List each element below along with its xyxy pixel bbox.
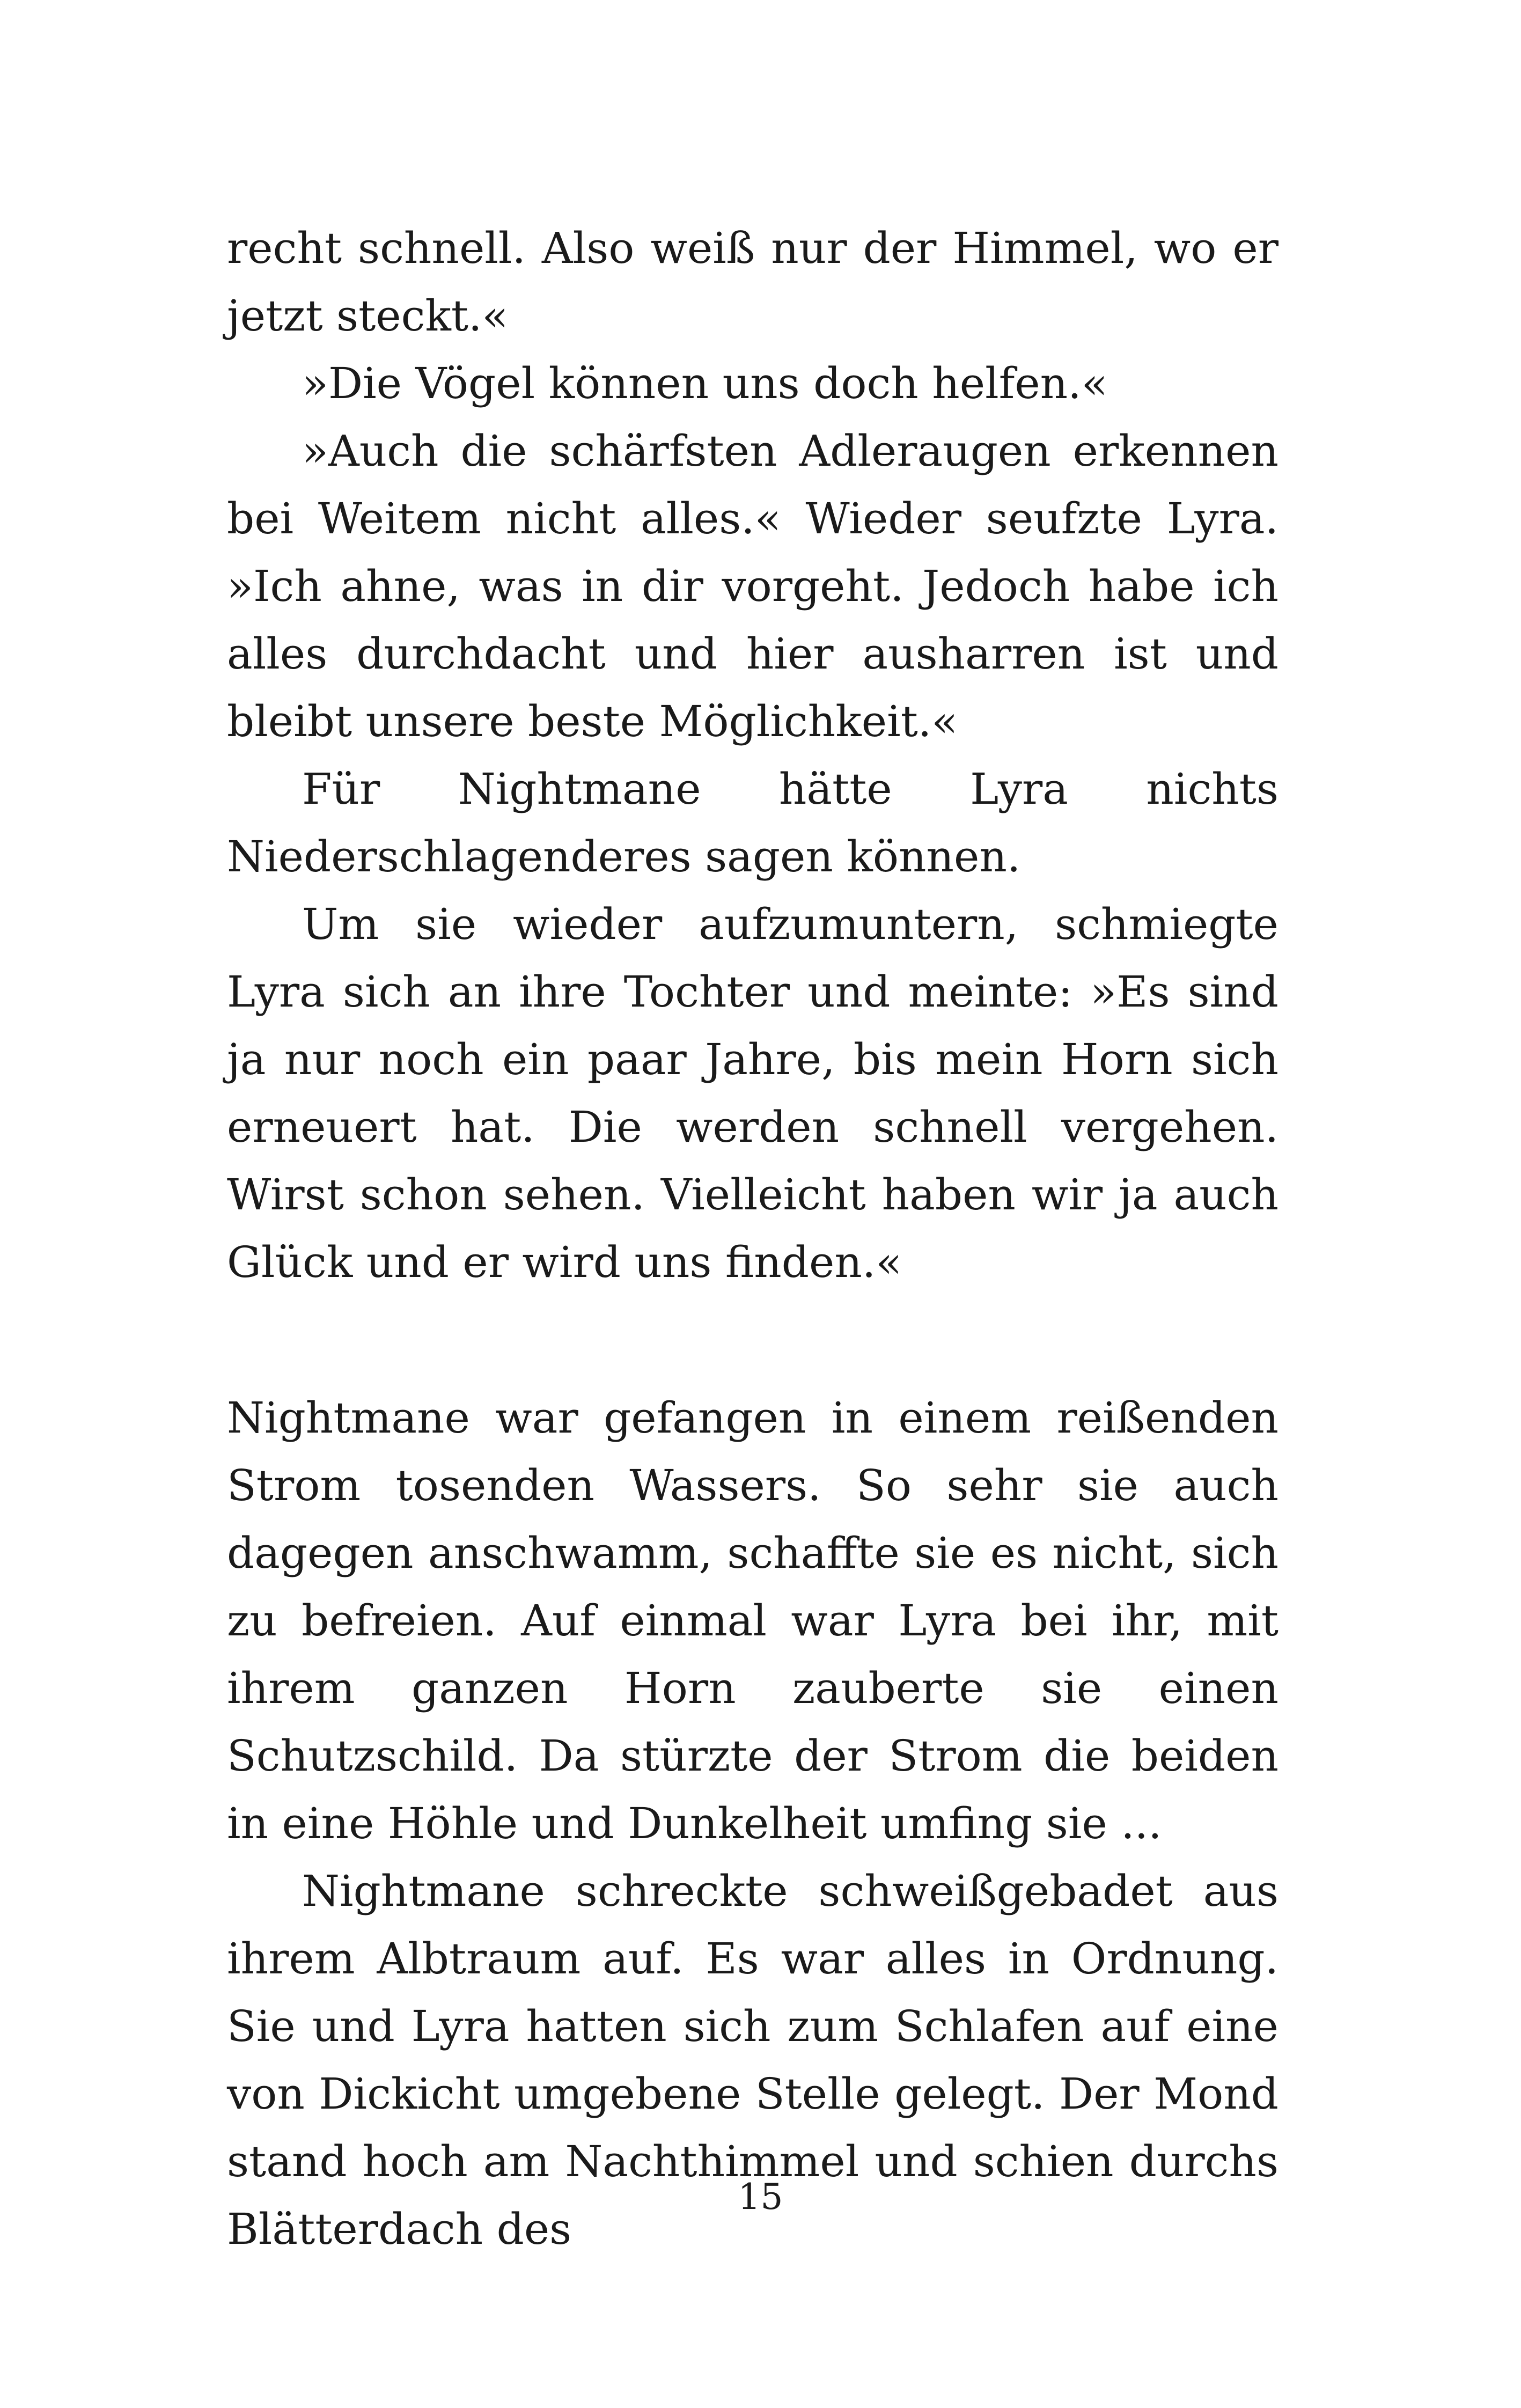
paragraph: »Die Vögel können uns doch helfen.« bbox=[302, 358, 1108, 408]
paragraph: Nightmane schreckte schweißgebadet aus ihrem Albtraum auf. Es war alles in Ordnung. Sie und Lyra hatten sich zum Schlafen auf eine von Dickicht umgebene Stelle gelegt. Der Mond stand hoch am Nachthimmel und schien durchs Blätterdach des bbox=[227, 1866, 1278, 2254]
paragraph: Für Nightmane hätte Lyra nichts Niederschlagenderes sagen können. bbox=[227, 764, 1278, 882]
paragraph-section-start: Nightmane war gefangen in einem reißenden Strom tosenden Wassers. So sehr sie auch dagegen anschwamm, schaffte sie es nicht, sich zu befreien. Auf einmal war Lyra bei ihr, mit ihrem ganzen Horn zauberte sie einen Schutzschild. Da stürzte der Strom die beiden in eine Höhle und Dunkelheit umfing sie ... bbox=[227, 1393, 1278, 1848]
page-number: 15 bbox=[738, 2176, 783, 2218]
paragraph: »Auch die schärfsten Adleraugen erkennen bei Weitem nicht alles.« Wieder seufzte Lyra. »Ich ahne, was in dir vorgeht. Jedoch habe ich alles durchdacht und hier ausharren ist und bleibt unsere beste Möglichkeit.« bbox=[227, 426, 1278, 746]
section-two bbox=[227, 1384, 1278, 2263]
paragraph: Um sie wieder aufzumuntern, schmiegte Lyra sich an ihre Tochter und meinte: »Es sind ja nur noch ein paar Jahre, bis mein Horn sich erneuert hat. Die werden schnell vergehen. Wirst schon sehen. Vielleicht haben wir ja auch Glück und er wird uns finden.« bbox=[227, 899, 1278, 1287]
paragraph-continuation: recht schnell. Also weiß nur der Himmel, wo er jetzt steckt.« bbox=[227, 223, 1278, 341]
section-one bbox=[227, 215, 1278, 1296]
